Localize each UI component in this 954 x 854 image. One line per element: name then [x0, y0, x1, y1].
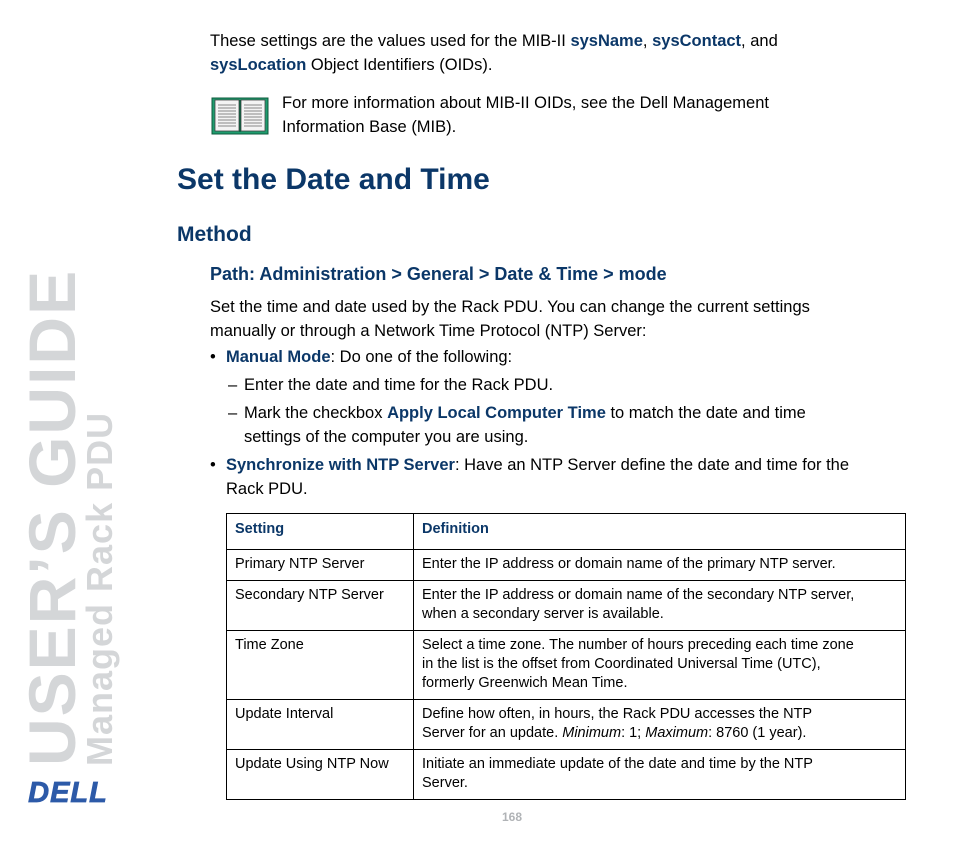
- setting-cell: Update Using NTP Now: [227, 750, 414, 800]
- definition-line: Server for an update.: [422, 725, 563, 741]
- definition-line: in the list is the offset from Coordinated Universal Time (UTC),: [422, 656, 821, 672]
- body-line: Set the time and date used by the Rack PDU. You can change the current settings: [210, 298, 810, 316]
- section-heading: Set the Date and Time: [177, 163, 490, 196]
- table-row: [227, 631, 906, 700]
- bullet-text: : Have an NTP Server define the date and time for the: [454, 456, 850, 474]
- sidebar-vertical-title: [15, 268, 120, 766]
- kw-sysname: sysName: [570, 32, 643, 50]
- table-row: [227, 750, 906, 800]
- body-line: manually or through a Network Time Protocol (NTP) Server:: [210, 322, 647, 340]
- minimum-label: Minimum: [562, 725, 622, 741]
- definition-line: Define how often, in hours, the Rack PDU accesses the NTP: [422, 706, 813, 722]
- page-number: 168: [501, 810, 523, 824]
- definition-line: Enter the IP address or domain name of the primary NTP server.: [422, 556, 836, 572]
- definition-cell: [414, 581, 906, 631]
- maximum-value: : 8760 (1 year).: [708, 725, 807, 741]
- setting-cell: Secondary NTP Server: [227, 581, 414, 631]
- definition-line: Server.: [422, 775, 468, 791]
- setting-cell: Time Zone: [227, 631, 414, 700]
- table-row: [227, 581, 906, 631]
- header-setting: Setting: [227, 514, 414, 550]
- definition-cell: [414, 550, 906, 581]
- bullet-marker: •: [210, 456, 216, 474]
- intro-text: Object Identifiers (OIDs).: [306, 56, 493, 74]
- definition-cell: [414, 631, 906, 700]
- sub-text: settings of the computer you are using.: [244, 428, 529, 446]
- bullet-text: Rack PDU.: [226, 480, 308, 498]
- method-heading: Method: [177, 223, 252, 246]
- note-text: [282, 91, 902, 139]
- dell-logo: [24, 776, 112, 811]
- sub-text: Mark the checkbox: [244, 404, 388, 422]
- intro-paragraph: [210, 29, 910, 77]
- kw-apply-local-time: Apply Local Computer Time: [387, 404, 606, 422]
- dell-logo-text: DELL: [28, 777, 108, 806]
- product-subtitle: Managed Rack PDU: [79, 411, 120, 766]
- dash-marker: –: [228, 376, 238, 394]
- body-paragraph: [210, 295, 910, 343]
- navigation-path: Path: Administration > General > Date & Time > mode: [210, 264, 667, 284]
- intro-sep: ,: [642, 32, 653, 50]
- header-definition: Definition: [414, 514, 906, 550]
- kw-manual-mode: Manual Mode: [226, 348, 331, 366]
- bullet-text: : Do one of the following:: [330, 348, 513, 366]
- dash-marker: –: [228, 404, 238, 422]
- definition-cell: [414, 700, 906, 750]
- sub-item-enter-date: Enter the date and time for the Rack PDU.: [244, 376, 554, 394]
- maximum-label: Maximum: [645, 725, 709, 741]
- kw-sync-ntp: Synchronize with NTP Server: [226, 456, 455, 474]
- kw-syslocation: sysLocation: [210, 56, 307, 74]
- book-icon: [211, 97, 269, 135]
- bullet-manual-mode: [226, 345, 916, 369]
- definition-cell: [414, 750, 906, 800]
- kw-syscontact: sysContact: [652, 32, 742, 50]
- bullet-marker: •: [210, 348, 216, 366]
- table-header-row: [227, 514, 906, 550]
- definition-line: Enter the IP address or domain name of the secondary NTP server,: [422, 587, 855, 603]
- note-line: For more information about MIB-II OIDs, see the Dell Management: [282, 94, 769, 112]
- intro-text: These settings are the values used for the MIB-II: [210, 32, 571, 50]
- setting-cell: Update Interval: [227, 700, 414, 750]
- minimum-value: : 1;: [621, 725, 646, 741]
- sub-item-checkbox: [244, 401, 904, 449]
- intro-sep: , and: [741, 32, 778, 50]
- note-line: Information Base (MIB).: [282, 118, 457, 136]
- bullet-ntp-server: [226, 453, 916, 501]
- definition-line: Initiate an immediate update of the date and time by the NTP: [422, 756, 813, 772]
- definition-line: formerly Greenwich Mean Time.: [422, 675, 628, 691]
- definition-line: when a secondary server is available.: [422, 606, 664, 622]
- setting-cell: Primary NTP Server: [227, 550, 414, 581]
- sub-text: to match the date and time: [605, 404, 806, 422]
- table-row: [227, 700, 906, 750]
- ntp-settings-table: [226, 513, 906, 800]
- table-row: [227, 550, 906, 581]
- guide-title: USER’S GUIDE: [15, 268, 89, 766]
- definition-line: Select a time zone. The number of hours preceding each time zone: [422, 637, 854, 653]
